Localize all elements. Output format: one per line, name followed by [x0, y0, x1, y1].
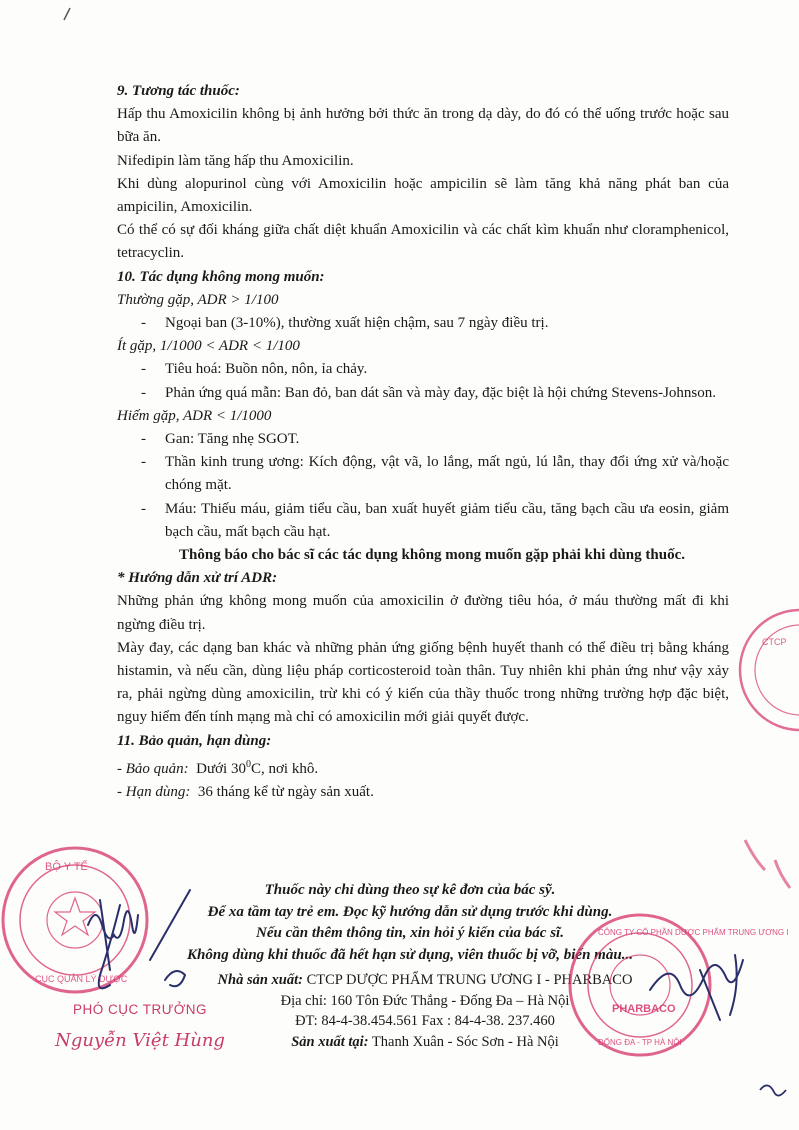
stamp-text-edge: CTCP	[762, 637, 787, 647]
frequency-rare-label: Hiếm gặp, ADR < 1/1000	[117, 407, 272, 424]
manufacturing-site: Sản xuất tại: Thanh Xuân - Sóc Sơn - Hà Nội	[291, 1033, 559, 1050]
frequency-common-label: Thường gặp, ADR > 1/100	[117, 291, 279, 308]
list-item: - Tiêu hoá: Buồn nôn, nôn, ỉa chảy.	[141, 361, 368, 378]
section-11-title: 11. Bảo quản, hạn dùng:	[117, 732, 272, 749]
storage-label: - Bảo quản:	[117, 760, 189, 777]
stamp-text-right-bottom: ĐỐNG ĐA - TP HÀ NỘI	[598, 1038, 682, 1047]
manufacturer-phone: ĐT: 84-4-38.454.561 Fax : 84-4-38. 237.460	[295, 1013, 555, 1029]
section-9-para: Có thể có sự đối kháng giữa chất diệt khuẩn Amoxicilin và các chất kìm khuẩn như cloramphenicol, tetracyclin.	[117, 222, 729, 262]
adr-guidance-title: * Hướng dẫn xử trí ADR:	[117, 570, 278, 587]
list-item: - Máu: Thiếu máu, giảm tiểu cầu, ban xuất huyết giảm tiểu cầu, tăng bạch cầu ưa eosin, giảm bạch cầu, mất bạch cầu hạt.	[141, 500, 729, 540]
footer-line: Thuốc này chỉ dùng theo sự kê đơn của bác sỹ.	[264, 882, 556, 898]
stamp-text-right: CÔNG TY CỔ PHẦN DƯỢC PHẨM TRUNG ƯƠNG I	[598, 928, 789, 937]
frequency-uncommon-label: Ít gặp, 1/1000 < ADR < 1/100	[117, 338, 300, 355]
adr-guidance-para: Những phản ứng không mong muốn của amoxicilin ở đường tiêu hóa, ở máu thường mất đi khi ngừng điều trị.	[117, 593, 729, 633]
stamp-text-right-inner: PHARBACO	[612, 1003, 676, 1015]
section-9-para: Nifedipin làm tăng hấp thu Amoxicilin.	[117, 152, 354, 169]
footer-line: Không dùng khi thuốc đã hết hạn sử dụng, viên thuốc bị vỡ, biến màu...	[187, 946, 633, 963]
section-9-para: Hấp thu Amoxicilin không bị ảnh hưởng bởi thức ăn trong dạ dày, do đó có thể uống trước hoặc sau bữa ăn.	[117, 106, 729, 146]
manufacturer-address: Địa chỉ: 160 Tôn Đức Thắng - Đống Đa – Hà Nội	[280, 992, 570, 1009]
storage-value: Dưới $30^0C$, nơi khô.	[196, 758, 319, 777]
adr-notice: Thông báo cho bác sĩ các tác dụng không mong muốn gặp phải khi dùng thuốc.	[179, 547, 685, 564]
section-9-title: 9. Tương tác thuốc:	[117, 83, 240, 99]
expiry-value: 36 tháng kể từ ngày sản xuất.	[197, 784, 374, 801]
expiry-label: - Hạn dùng:	[117, 784, 191, 801]
list-item: - Gan: Tăng nhẹ SGOT.	[141, 431, 300, 448]
stamp-text-left: BỘ Y TẾ	[45, 861, 88, 873]
section-10-title: 10. Tác dụng không mong muốn:	[117, 268, 325, 285]
signature-name: Nguyễn Việt Hùng	[55, 1030, 225, 1051]
footer-line: Để xa tầm tay trẻ em. Đọc kỹ hướng dẫn sử dụng trước khi dùng.	[207, 903, 613, 920]
list-item: - Phản ứng quá mẫn: Ban đỏ, ban dát sần và mày đay, đặc biệt là hội chứng Stevens-Johnson.	[141, 384, 717, 401]
list-item: - Ngoại ban (3-10%), thường xuất hiện chậm, sau 7 ngày điều trị.	[141, 315, 549, 332]
manufacturer-line: Nhà sản xuất: CTCP DƯỢC PHẨM TRUNG ƯƠNG I - PHARBACO	[217, 972, 633, 988]
section-9-para: Khi dùng alopurinol cùng với Amoxicilin hoặc ampicilin sẽ làm tăng khả năng phát ban của ampicilin, Amoxicilin.	[117, 175, 729, 216]
footer-line: Nếu cần thêm thông tin, xin hỏi ý kiến của bác sĩ.	[256, 925, 564, 941]
list-item: - Thần kinh trung ương: Kích động, vật vã, lo lắng, mất ngủ, lú lẫn, thay đổi ứng xử và/hoặc chóng mặt.	[141, 454, 729, 494]
signature-title: PHÓ CỤC TRƯỞNG	[72, 1002, 208, 1017]
edge-stamp-icon	[740, 610, 799, 730]
stamp-text-left-bottom: CỤC QUẢN LÝ DƯỢC	[35, 974, 128, 984]
adr-guidance-para: Mày đay, các dạng ban khác và những phản ứng giống bệnh huyết thanh có thể điều trị bằng kháng histamin, và nếu cần, dùng liệu pháp corticosteroid toàn thân. Tuy nhiên khi phản ứng như vậy xảy ra, phải ngừng dùng amoxicilin, trừ khi có ý kiến của thầy thuốc trong những trường hợp đặc biệt, nguy hiểm đến tính mạng mà chỉ có amoxicilin mới giải quyết được.	[117, 639, 729, 726]
